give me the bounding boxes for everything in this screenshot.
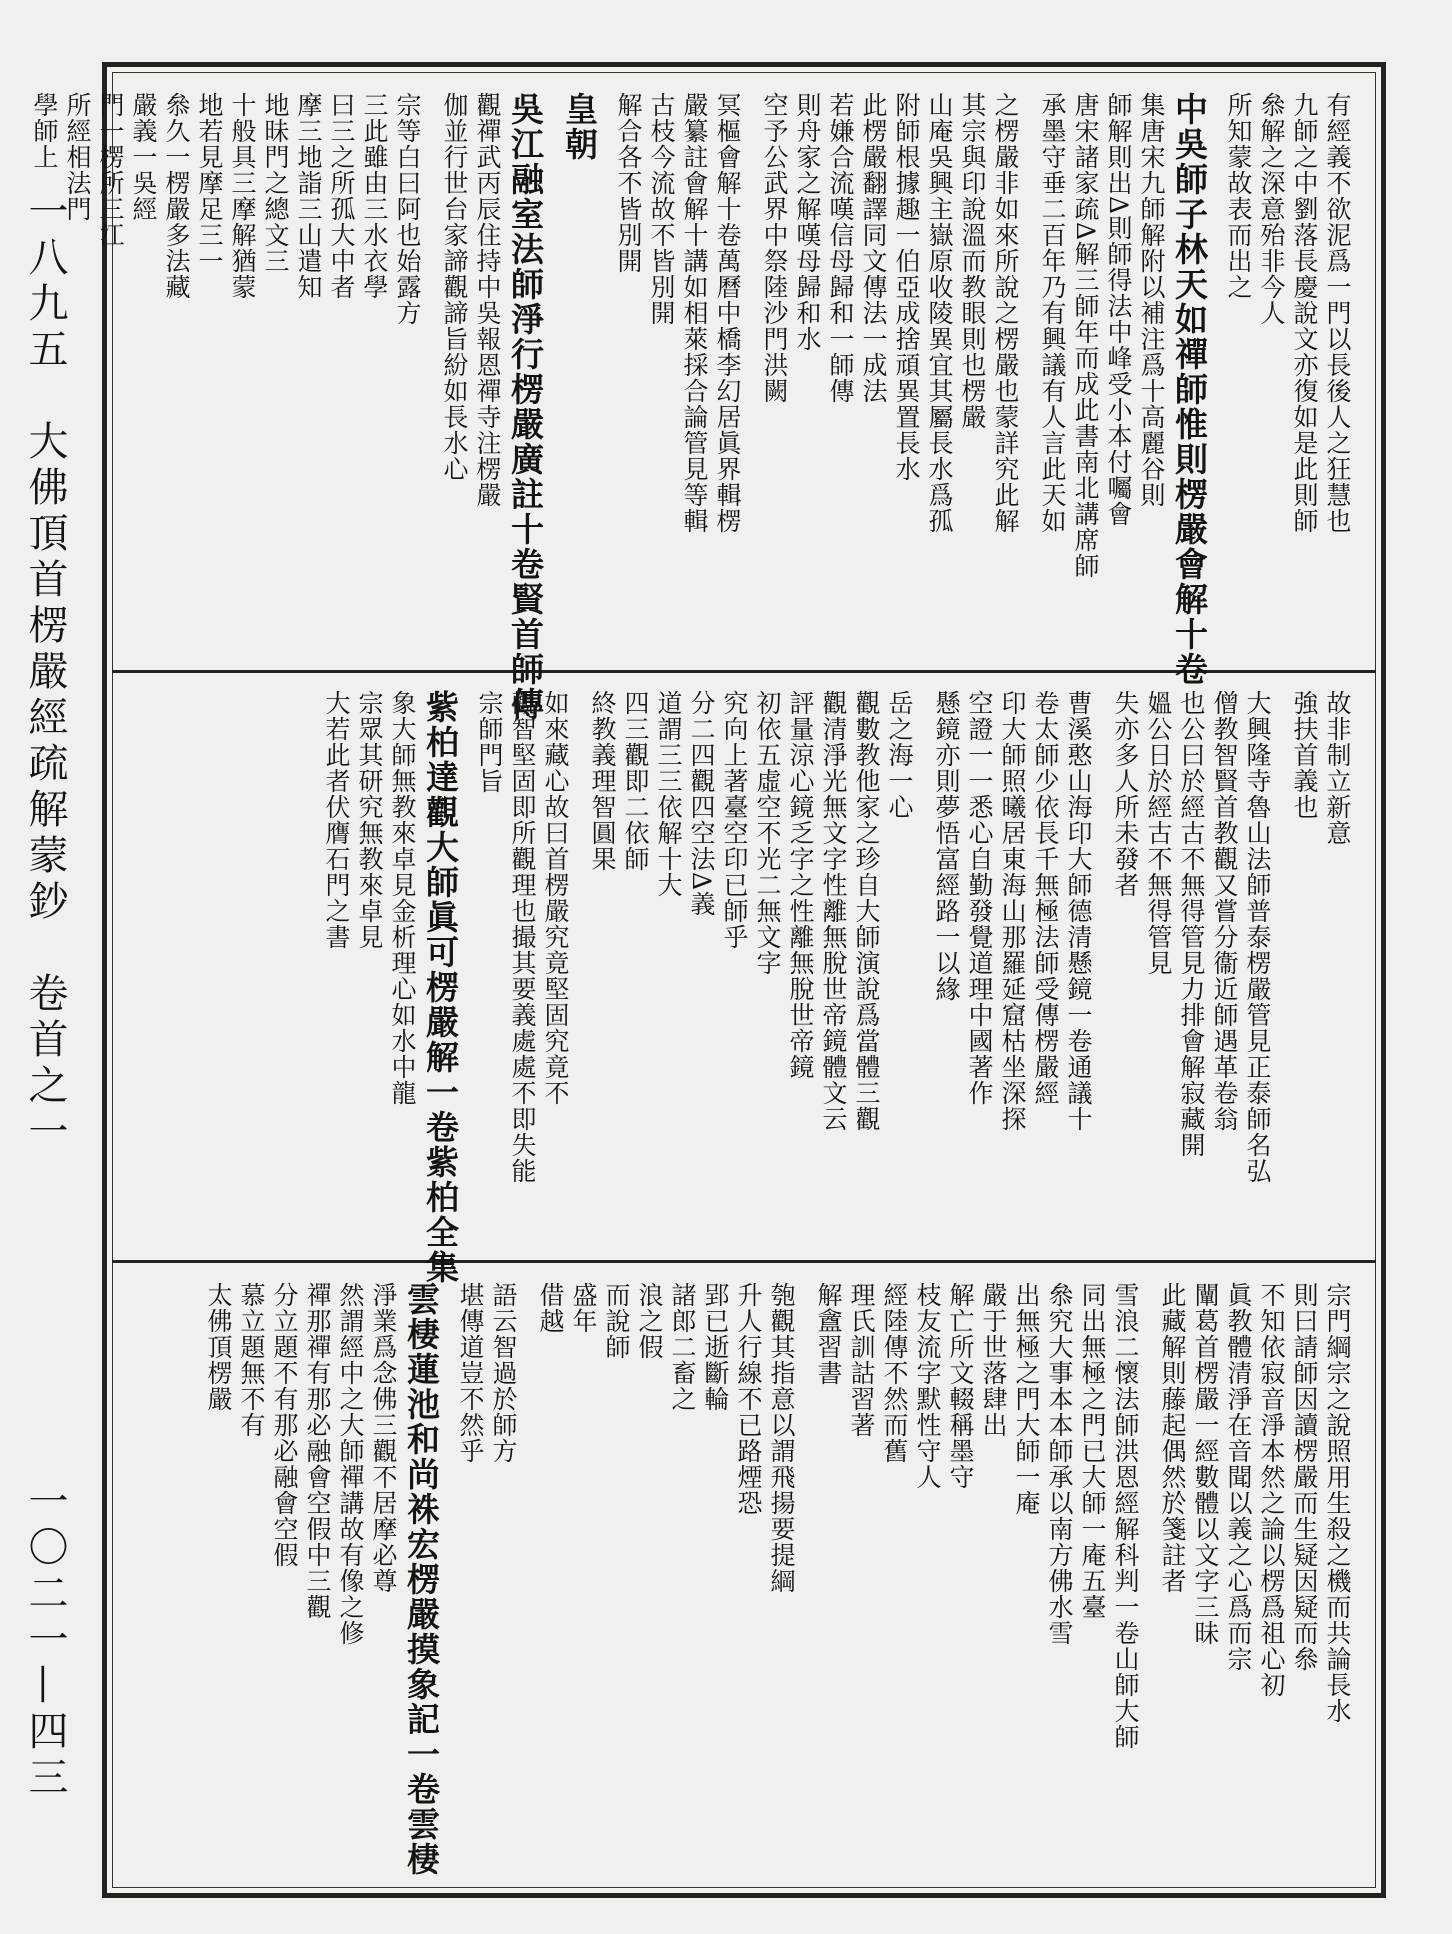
text-column: 出無極之門大師一庵 — [1012, 1282, 1041, 1516]
text-column: 宗門綱宗之說照用生殺之機而共論長水 — [1323, 1282, 1352, 1724]
text-column: 禪那禪有那必融會空假中三觀 — [303, 1282, 332, 1620]
text-column: 解合各不皆別開 — [614, 92, 643, 274]
column-gap — [572, 690, 586, 1242]
text-column: 觀清淨光無文字性離無脫世帝鏡體文云 — [819, 690, 848, 1132]
register-top — [30, 92, 1354, 722]
text-column: 然謂經中之大師禪講故有像之修 — [336, 1282, 365, 1646]
column-gap — [916, 690, 930, 1242]
text-column: 解亡所文輟稱墨守 — [946, 1282, 975, 1490]
text-column: 分立題不有那必融會空假 — [270, 1282, 299, 1568]
entry-heading: 中吳師子林天如禪師惟則楞嚴會解十卷 — [1170, 92, 1209, 687]
text-column: 十般具三摩解猶蒙 — [228, 92, 257, 300]
text-column: 解盦習書 — [814, 1282, 843, 1386]
text-column: 承墨守垂二百年乃有興議有人言此天如 — [1038, 92, 1067, 534]
column-gap — [744, 92, 758, 652]
text-column: 冥樞會解十卷萬曆中橋李幻居眞界輯楞 — [713, 92, 742, 534]
text-column: 分二四觀四空法Δ義 — [687, 690, 716, 918]
text-column: 強扶首義也 — [1290, 690, 1319, 820]
text-column: 嚴義一吳經 — [129, 92, 158, 222]
text-column: 眞教體清淨在音聞以義之心爲而宗 — [1224, 1282, 1253, 1672]
text-column: 叅久一楞嚴多法藏 — [162, 92, 191, 300]
text-column: 終教義理智圓果 — [588, 690, 617, 872]
text-column: 學師上 — [30, 92, 59, 170]
column-gap — [1095, 690, 1109, 1242]
text-column: 枝友流字默性守人 — [913, 1282, 942, 1490]
column-gap — [598, 92, 612, 652]
text-column: 唐宋諸家疏Δ解三師年而成此書南北講席師 — [1071, 92, 1100, 580]
text-column: 堪傳道豈不然乎 — [456, 1282, 485, 1464]
text-column: 門一楞所三江 — [96, 92, 125, 248]
register-middle — [134, 690, 1354, 1285]
text-column: 叅解之深意殆非今人 — [1257, 92, 1286, 326]
text-column: 諸郎二畜之 — [668, 1282, 697, 1412]
entry-heading: 雲棲蓮池和尚袾宏楞嚴摸象記一卷雲棲 — [402, 1282, 441, 1877]
text-column: 空證一一悉心自勤發覺道理中國著作 — [965, 690, 994, 1106]
text-column: 失亦多人所未發者 — [1111, 690, 1140, 898]
text-column: 闡葛首楞嚴一經數體以文字三昧 — [1191, 1282, 1220, 1646]
text-column: 慕立題無不有 — [237, 1282, 266, 1438]
text-column: 伽並行世台家諦觀諦旨紛如長水心 — [440, 92, 469, 482]
text-column: 道謂三三依解十大 — [654, 690, 683, 898]
text-column: 曹溪憨山海印大師德清懸鏡一卷通議十 — [1064, 690, 1093, 1132]
column-gap — [1208, 92, 1222, 652]
text-column: 曰三之所孤大中者 — [327, 92, 356, 300]
text-column: 盛年 — [569, 1282, 598, 1334]
text-column: 匏觀其指意以謂飛揚要提綱 — [767, 1282, 796, 1594]
text-column: 所知蒙故表而出之 — [1224, 92, 1253, 300]
text-column: 浪之假 — [635, 1282, 664, 1360]
text-column: 淨業爲念佛三觀不居摩必尊 — [369, 1282, 398, 1594]
text-column: 太佛頂楞嚴 — [204, 1282, 233, 1412]
text-column: 此藏解則藤起偶然於箋註者 — [1158, 1282, 1187, 1594]
margin-page-number: 一〇二一—四三 — [22, 1480, 68, 1802]
text-column: 叅究大事本本師承以南方佛水雪 — [1045, 1282, 1074, 1646]
text-column: 此楞嚴翻譯同文傳法一成法 — [859, 92, 888, 404]
column-gap — [1142, 1282, 1156, 1870]
text-column: 四三觀即二依師 — [621, 690, 650, 872]
register-divider-2 — [112, 1260, 1376, 1263]
text-column: 大若此者伏膺石門之書 — [322, 690, 351, 950]
text-column: 借越 — [536, 1282, 565, 1334]
text-column: 升人行線不已路煙恐 — [734, 1282, 763, 1516]
text-column: 印大師照曦居東海山那羅延窟枯坐深探 — [998, 690, 1027, 1132]
text-column: 而說師 — [602, 1282, 631, 1360]
column-gap — [459, 690, 473, 1242]
column-gap — [520, 1282, 534, 1870]
column-gap — [1022, 92, 1036, 652]
text-column: 經陸傳不然而舊 — [880, 1282, 909, 1464]
text-column: 評量涼心鏡乏字之性離無脫世帝鏡 — [786, 690, 815, 1080]
text-column: 理氏訓詁習著 — [847, 1282, 876, 1438]
text-column: 也公曰於經古不無得管見力排會解寂藏開 — [1177, 690, 1206, 1158]
text-column: 如來藏心故曰首楞嚴究竟堅固究竟不 — [541, 690, 570, 1106]
text-column: 其宗與印說溫而教眼則也楞嚴 — [958, 92, 987, 430]
text-column: 觀數教他家之珍自大師演說爲當體三觀 — [852, 690, 881, 1132]
text-column: 大興隆寺魯山法師普泰楞嚴管見正泰師名弘 — [1243, 690, 1272, 1184]
text-column: 嚴于世落肆出 — [979, 1282, 1008, 1438]
entry-heading: 吳江融室法師淨行楞嚴廣註十卷賢首師傳 — [506, 92, 545, 722]
margin-title: 一八九五 大佛頂首楞嚴經疏解蒙鈔 卷首之一 — [22, 190, 68, 1156]
text-column: 地昧門之總文三 — [261, 92, 290, 274]
text-column: 岳之海一心 — [885, 690, 914, 820]
text-column: 三此雖由三水衣學 — [360, 92, 389, 300]
text-column: 媼公日於經古不無得管見 — [1144, 690, 1173, 976]
text-column: 語云智過於師方 — [489, 1282, 518, 1464]
text-column: 雪浪二懷法師洪恩經解科判一卷山師大師 — [1111, 1282, 1140, 1750]
text-column: 則曰請師因讀楞嚴而生疑因疑而叅 — [1290, 1282, 1319, 1672]
column-gap — [424, 92, 438, 652]
text-column: 師解則出Δ則師得法中峰受小本付囑會 — [1104, 92, 1133, 528]
entry-heading: 皇朝 — [560, 92, 599, 162]
column-gap — [544, 92, 558, 652]
text-column: 若嫌合流嘆信母歸和一師傳 — [826, 92, 855, 404]
text-column: 懸鏡亦則夢悟富經路一以緣 — [932, 690, 961, 1002]
text-column: 宗等白曰阿也始露方 — [393, 92, 422, 326]
text-column: 宗眾其研究無教來卓見 — [355, 690, 384, 950]
text-column: 之楞嚴非如來所說之楞嚴也蒙詳究此解 — [991, 92, 1020, 534]
column-gap — [1274, 690, 1288, 1242]
text-column: 象大師無教來卓見金析理心如水中龍 — [388, 690, 417, 1106]
text-column: 則舟家之解嘆母歸和水 — [793, 92, 822, 352]
text-column: 故非制立新意 — [1323, 690, 1352, 846]
text-column: 空予公武界中祭陸沙門洪闕 — [760, 92, 789, 404]
text-column: 九師之中劉落長慶說文亦復如是此則師 — [1290, 92, 1319, 534]
text-column: 宗師門旨 — [475, 690, 504, 794]
text-column: 所經相法門 — [63, 92, 92, 222]
text-column: 初依五虛空不光二無文字 — [753, 690, 782, 976]
column-gap — [798, 1282, 812, 1870]
text-column: 有經義不欲泥爲一門以長後人之狂慧也 — [1323, 92, 1352, 534]
entry-heading: 紫柏達觀大師眞可楞嚴解一卷紫柏全集 — [421, 690, 460, 1285]
text-column: 郢已逝斷輪 — [701, 1282, 730, 1412]
text-column: 山庵吳興主嶽原收陵異宜其屬長水爲孤 — [925, 92, 954, 534]
text-column: 古枝今流故不皆別開 — [647, 92, 676, 326]
text-column: 同出無極之門已大師一庵五臺 — [1078, 1282, 1107, 1620]
text-column: 地若見摩足三一 — [195, 92, 224, 274]
text-column: 嚴纂註會解十講如相萊採合論管見等輯 — [680, 92, 709, 534]
column-gap — [440, 1282, 454, 1870]
text-column: 究向上著臺空印已師乎 — [720, 690, 749, 950]
text-column: 不知依寂音淨本然之論以楞爲祖心初 — [1257, 1282, 1286, 1698]
text-column: 僧教智賢首教觀又嘗分衞近師遇革卷翁 — [1210, 690, 1239, 1132]
text-column: 附師根據趣一伯亞成捨頑異置長水 — [892, 92, 921, 482]
text-column: 觀智堅固即所觀理也撮其要義處處不即失能 — [508, 690, 537, 1184]
register-bottom — [134, 1282, 1354, 1877]
text-column: 觀禪武丙辰住持中吳報恩禪寺注楞嚴 — [473, 92, 502, 508]
text-column: 摩三地詣三山遣知 — [294, 92, 323, 300]
text-column: 卷太師少依長千無極法師受傳楞嚴經 — [1031, 690, 1060, 1106]
text-column: 集唐宋九師解附以補注爲十高麗谷則 — [1137, 92, 1166, 508]
